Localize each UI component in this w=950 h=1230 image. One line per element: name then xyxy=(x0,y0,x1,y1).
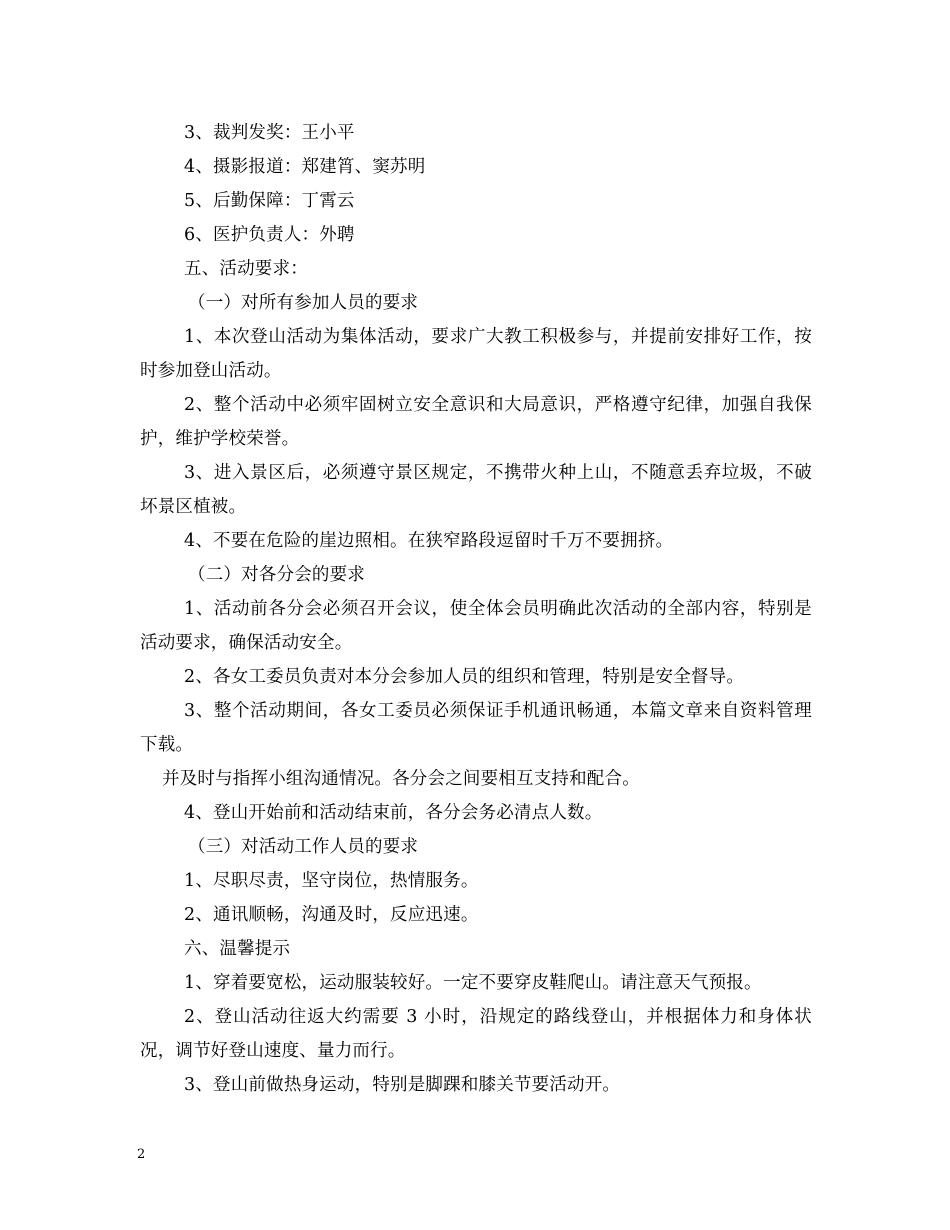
paragraph: （三）对活动工作人员的要求 xyxy=(188,837,419,857)
paragraph: 6、医护负责人：外聘 xyxy=(184,225,355,245)
paragraph: 3、整个活动期间，各女工委员必须保证手机通讯畅通，本篇文章来自资料管理下载。 xyxy=(140,701,812,755)
paragraph: 六、温馨提示 xyxy=(184,939,291,959)
page-number: 2 xyxy=(137,1147,146,1162)
paragraph: 1、尽职尽责，坚守岗位，热情服务。 xyxy=(184,871,479,891)
paragraph: 3、进入景区后，必须遵守景区规定，不携带火种上山，不随意丢弃垃圾，不破坏景区植被。 xyxy=(140,463,812,517)
paragraph: 2、各女工委员负责对本分会参加人员的组织和管理，特别是安全督导。 xyxy=(184,667,745,687)
paragraph: 4、摄影报道：郑建筲、窦苏明 xyxy=(184,157,426,177)
document-body xyxy=(140,116,812,1102)
paragraph: 2、登山活动往返大约需要 3 小时，沿规定的路线登山，并根据体力和身体状况，调节好登山速度、量力而行。 xyxy=(140,1007,812,1061)
paragraph: 五、活动要求： xyxy=(184,259,308,279)
paragraph: 1、活动前各分会必须召开会议，使全体会员明确此次活动的全部内容，特别是活动要求，确保活动安全。 xyxy=(140,599,812,653)
paragraph: （一）对所有参加人员的要求 xyxy=(188,293,419,313)
paragraph: 2、整个活动中必须牢固树立安全意识和大局意识，严格遵守纪律，加强自我保护，维护学校荣誉。 xyxy=(140,395,812,449)
paragraph: 5、后勤保障：丁霄云 xyxy=(184,191,355,211)
paragraph: 3、登山前做热身运动，特别是脚踝和膝关节要活动开。 xyxy=(184,1075,621,1095)
paragraph: 2、通讯顺畅，沟通及时，反应迅速。 xyxy=(184,905,479,925)
paragraph: 1、本次登山活动为集体活动，要求广大教工积极参与，并提前安排好工作，按时参加登山活动。 xyxy=(140,327,812,381)
paragraph: 4、不要在危险的崖边照相。在狭窄路段逗留时千万不要拥挤。 xyxy=(184,531,674,551)
paragraph: 4、登山开始前和活动结束前，各分会务必清点人数。 xyxy=(184,803,603,823)
paragraph: （二）对各分会的要求 xyxy=(188,565,365,585)
paragraph: 3、裁判发奖：王小平 xyxy=(184,123,355,143)
paragraph: 并及时与指挥小组沟通情况。各分会之间要相互支持和配合。 xyxy=(162,769,640,789)
paragraph: 1、穿着要宽松，运动服装较好。一定不要穿皮鞋爬山。请注意天气预报。 xyxy=(184,973,762,993)
